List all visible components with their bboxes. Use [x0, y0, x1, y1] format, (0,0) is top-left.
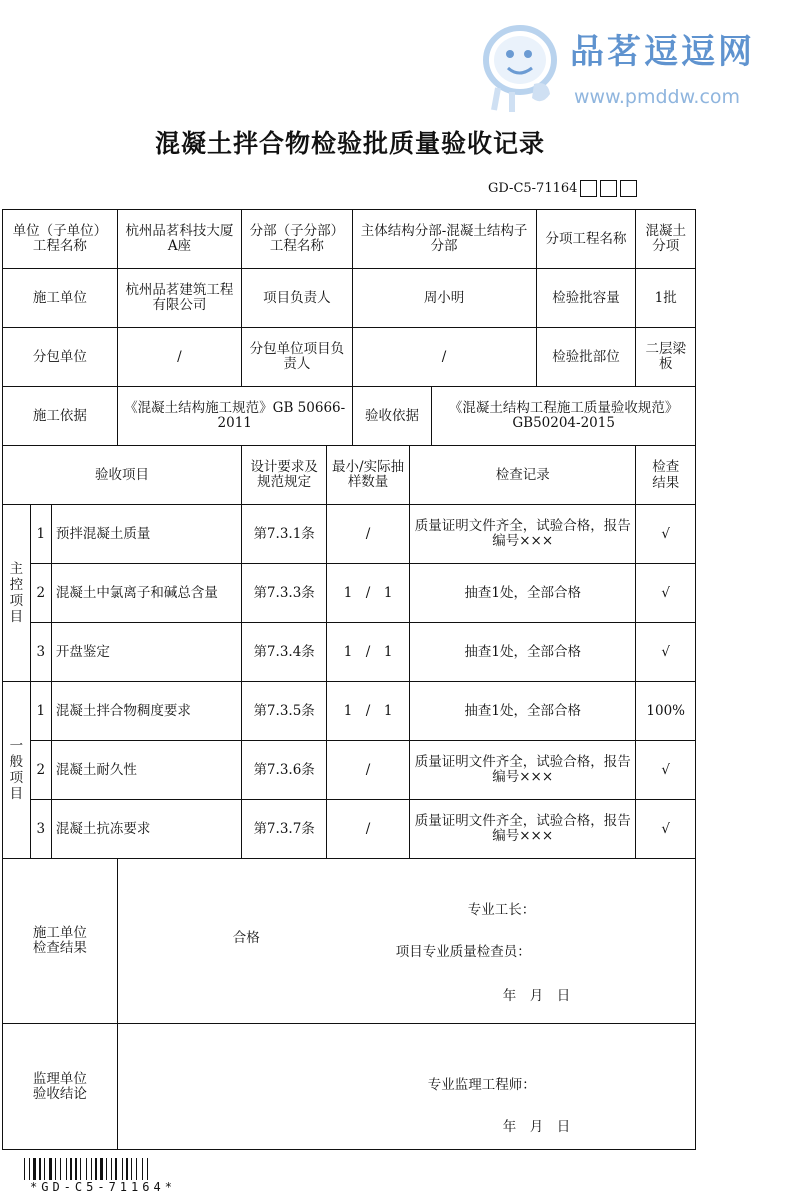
pm-value: 周小明: [352, 269, 536, 328]
barcode-bar: [49, 1158, 52, 1180]
item-clause: 第7.3.5条: [242, 682, 327, 741]
barcode-bar: [136, 1158, 137, 1180]
item-no: 3: [30, 623, 51, 682]
barcode-bar: [142, 1158, 143, 1180]
barcode: [24, 1158, 210, 1182]
item-result: √: [636, 564, 696, 623]
col-record-header: 检查记录: [410, 446, 636, 505]
item-result: √: [636, 741, 696, 800]
item-sample: /: [327, 741, 410, 800]
barcode-bar: [100, 1158, 103, 1180]
table-row: [3, 800, 696, 859]
table-row: [3, 623, 696, 682]
item-sample: 1 / 1: [327, 623, 410, 682]
general-group-text: 一般项目: [9, 738, 24, 802]
division-value: 主体结构分部-混凝土结构子分部: [352, 210, 536, 269]
contractor-value: 杭州品茗建筑工程有限公司: [117, 269, 241, 328]
item-no: 1: [30, 682, 51, 741]
barcode-bar: [44, 1158, 45, 1180]
document-number: [488, 180, 637, 197]
item-clause: 第7.3.3条: [242, 564, 327, 623]
code-box: [600, 180, 617, 197]
table-row: [3, 505, 696, 564]
item-result: √: [636, 505, 696, 564]
page-title: 混凝土拌合物检验批质量验收记录: [154, 129, 545, 158]
col-item-header: 验收项目: [3, 446, 242, 505]
main-group-label: [3, 505, 31, 682]
contractor-label: 施工单位: [3, 269, 118, 328]
contractor-check-label-text: 施工单位检查结果: [32, 925, 87, 956]
logo-text: 品茗逗逗网: [570, 32, 755, 72]
item-record: 抽查1处，全部合格: [410, 682, 636, 741]
supervisor-label-text: 监理单位验收结论: [32, 1070, 87, 1102]
barcode-bar: [126, 1158, 128, 1180]
quality-inspector-label: 项目专业质量检查员：: [395, 944, 531, 960]
supervisor-content: [117, 1024, 695, 1150]
contractor-conclusion: 合格: [232, 930, 260, 946]
barcode-bar: [86, 1158, 87, 1180]
general-group-label: [3, 682, 31, 859]
location-label: 检验批部位: [536, 328, 636, 387]
code-box: [620, 180, 637, 197]
item-record: 质量证明文件齐全，试验合格，报告编号×××: [410, 505, 636, 564]
barcode-bar: [33, 1158, 36, 1180]
col-result-header: [636, 446, 696, 505]
logo-url: www.pmddw.com: [574, 86, 741, 108]
barcode-bar: [131, 1158, 132, 1180]
unit-value: 杭州品茗科技大厦A座: [117, 210, 241, 269]
barcode-bar: [70, 1158, 72, 1180]
document-number-text: GD-C5-71164: [488, 181, 578, 196]
sub-pm-value: /: [352, 328, 536, 387]
mascot-icon: [478, 14, 568, 114]
capacity-label: 检验批容量: [536, 269, 636, 328]
contractor-date: 年 月 日: [502, 988, 571, 1004]
item-record: 抽查1处，全部合格: [410, 623, 636, 682]
item-sample: 1 / 1: [327, 564, 410, 623]
barcode-bar: [106, 1158, 107, 1180]
pm-label: 项目负责人: [242, 269, 353, 328]
inspection-form: [2, 209, 696, 1150]
barcode-bar: [29, 1158, 30, 1180]
accept-basis-value: 《混凝土结构工程施工质量验收规范》GB50204-2015: [432, 387, 696, 446]
item-name: 混凝土拌合物稠度要求: [51, 682, 241, 741]
table-row: [3, 741, 696, 800]
item-record: 抽查1处，全部合格: [410, 564, 636, 623]
sub-pm-label: 分包单位项目负责人: [242, 328, 353, 387]
foreman-label: 专业工长：: [467, 902, 536, 918]
location-value: 二层梁板: [636, 328, 696, 387]
barcode-bar: [95, 1158, 97, 1180]
item-clause: 第7.3.4条: [242, 623, 327, 682]
table-row: [3, 564, 696, 623]
main-group-text: 主控项目: [9, 561, 24, 625]
barcode-bar: [91, 1158, 92, 1180]
item-clause: 第7.3.6条: [242, 741, 327, 800]
barcode-bar: [115, 1158, 117, 1180]
subitem-label: 分项工程名称: [536, 210, 636, 269]
contractor-check-label: [3, 859, 118, 1024]
barcode-bar: [60, 1158, 61, 1180]
barcode-bar: [75, 1158, 77, 1180]
contractor-check-content: [117, 859, 695, 1024]
supervisor-engineer-label: 专业监理工程师：: [427, 1077, 536, 1093]
item-name: 混凝土中氯离子和碱总含量: [51, 564, 241, 623]
unit-label: 单位（子单位）工程名称: [3, 210, 118, 269]
barcode-bar: [147, 1158, 148, 1180]
item-sample: 1 / 1: [327, 682, 410, 741]
item-sample: /: [327, 800, 410, 859]
barcode-bar: [55, 1158, 56, 1180]
item-clause: 第7.3.1条: [242, 505, 327, 564]
subitem-value: 混凝土分项: [636, 210, 696, 269]
item-name: 混凝土抗冻要求: [51, 800, 241, 859]
code-box: [580, 180, 597, 197]
barcode-bar: [122, 1158, 123, 1180]
item-name: 预拌混凝土质量: [51, 505, 241, 564]
basis-value: 《混凝土结构施工规范》GB 50666-2011: [117, 387, 352, 446]
supervisor-label: [3, 1024, 118, 1150]
item-record: 质量证明文件齐全，试验合格，报告编号×××: [410, 741, 636, 800]
subcontractor-label: 分包单位: [3, 328, 118, 387]
item-name: 开盘鉴定: [51, 623, 241, 682]
basis-label: 施工依据: [3, 387, 118, 446]
item-result: √: [636, 800, 696, 859]
item-sample: /: [327, 505, 410, 564]
barcode-bar: [66, 1158, 67, 1180]
item-name: 混凝土耐久性: [51, 741, 241, 800]
item-no: 3: [30, 800, 51, 859]
division-label: 分部（子分部）工程名称: [242, 210, 353, 269]
item-record: 质量证明文件齐全，试验合格，报告编号×××: [410, 800, 636, 859]
item-no: 2: [30, 564, 51, 623]
col-design-header: 设计要求及规范规定: [242, 446, 327, 505]
barcode-bar: [24, 1158, 25, 1180]
item-result: 100%: [636, 682, 696, 741]
site-logo: [478, 14, 788, 114]
col-result-header-text: 检查结果: [652, 459, 680, 491]
subcontractor-value: /: [117, 328, 241, 387]
barcode-bar: [80, 1158, 81, 1180]
accept-basis-label: 验收依据: [352, 387, 432, 446]
col-sample-header: 最小/实际抽样数量: [327, 446, 410, 505]
item-no: 2: [30, 741, 51, 800]
capacity-value: 1批: [636, 269, 696, 328]
supervisor-date: 年 月 日: [502, 1119, 571, 1135]
item-no: 1: [30, 505, 51, 564]
item-result: √: [636, 623, 696, 682]
table-row: [3, 682, 696, 741]
barcode-bar: [39, 1158, 41, 1180]
barcode-bar: [111, 1158, 112, 1180]
barcode-number: *GD-C5-71164*: [30, 1180, 176, 1194]
item-clause: 第7.3.7条: [242, 800, 327, 859]
